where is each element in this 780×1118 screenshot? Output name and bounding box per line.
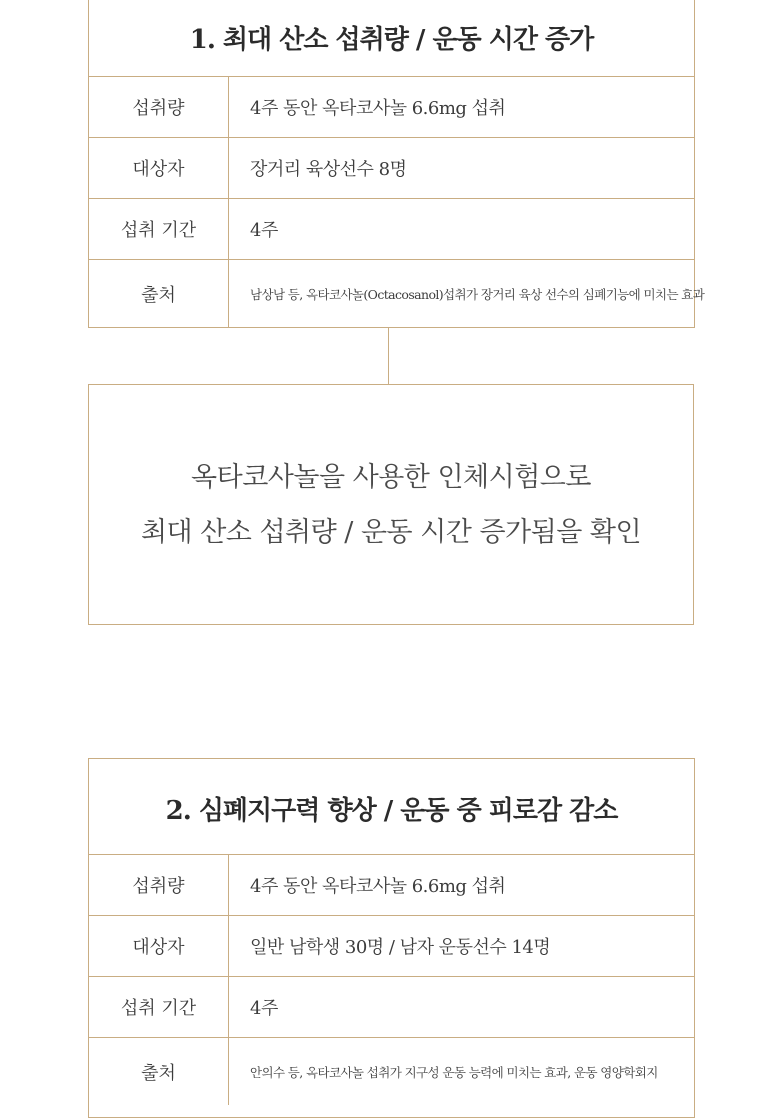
row-value: 일반 남학생 30명 / 남자 운동선수 14명	[250, 937, 551, 958]
row-label: 대상자	[89, 138, 229, 198]
summary-box	[88, 384, 694, 625]
row-label: 대상자	[89, 916, 229, 976]
table-row-subjects	[89, 916, 694, 977]
table-row-source	[89, 260, 705, 327]
table-row-intake	[89, 855, 694, 916]
row-label: 섭취량	[89, 855, 229, 915]
study-1-title: 1. 최대 산소 섭취량 / 운동 시간 증가	[89, 0, 694, 77]
row-value: 4주	[250, 998, 278, 1019]
row-value: 안의수 등, 옥타코사놀 섭취가 지구성 운동 능력에 미치는 효과, 운동 영양학회지	[250, 1064, 658, 1080]
row-value: 남상남 등, 옥타코사놀(Octacosanol)섭취가 장거리 육상 선수의 심폐기능에 미치는 효과	[250, 286, 705, 302]
connector-line	[388, 327, 389, 385]
summary-line-2: 최대 산소 섭취량 / 운동 시간 증가됨을 확인	[140, 516, 642, 548]
row-value: 4주 동안 옥타코사놀 6.6mg 섭취	[250, 98, 506, 119]
table-row-intake	[89, 77, 694, 138]
row-value: 장거리 육상선수 8명	[250, 159, 407, 180]
row-label: 섭취량	[89, 77, 229, 137]
row-label: 출처	[89, 260, 229, 327]
row-value: 4주	[250, 220, 278, 241]
row-label: 섭취 기간	[89, 977, 229, 1037]
study-1-table	[88, 0, 705, 328]
table-row-period	[89, 977, 694, 1038]
table-row-period	[89, 199, 694, 260]
row-label: 출처	[89, 1038, 229, 1105]
summary-line-1: 옥타코사놀을 사용한 인체시험으로	[191, 461, 591, 493]
row-label: 섭취 기간	[89, 199, 229, 259]
table-row-subjects	[89, 138, 694, 199]
study-2-title: 2. 심폐지구력 향상 / 운동 중 피로감 감소	[89, 759, 694, 855]
table-row-source	[89, 1038, 694, 1105]
study-2-table	[88, 758, 695, 1118]
row-value: 4주 동안 옥타코사놀 6.6mg 섭취	[250, 876, 506, 897]
